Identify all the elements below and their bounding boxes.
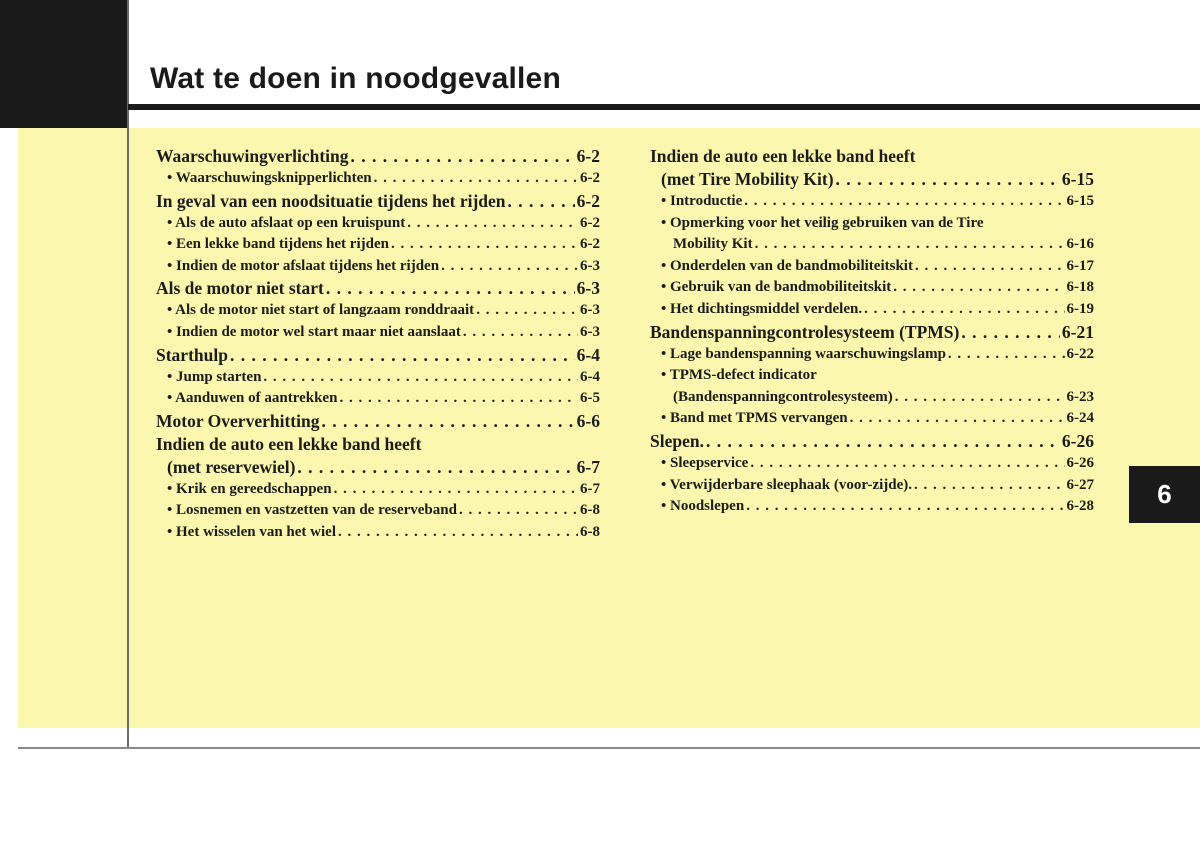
toc-entry[interactable] <box>650 453 1094 475</box>
toc-entry[interactable] <box>650 213 1094 235</box>
dot-leader <box>914 475 1064 497</box>
toc-entry[interactable] <box>650 234 1094 256</box>
toc-entry-page: 6-7 <box>580 480 600 497</box>
toc-right-column <box>650 145 1094 518</box>
toc-entry-title: Waarschuwingverlichting <box>156 146 349 166</box>
dot-leader <box>755 234 1065 256</box>
toc-entry-title: • Indien de motor wel start maar niet aanslaat <box>167 323 461 340</box>
toc-entry-title: • Opmerking voor het veilig gebruiken van de Tire <box>661 214 984 231</box>
dot-leader <box>230 344 575 367</box>
dot-leader <box>961 321 1060 344</box>
title-rule <box>128 104 1200 110</box>
toc-entry[interactable] <box>156 234 600 256</box>
dot-leader <box>750 453 1064 475</box>
toc-entry-title: Indien de auto een lekke band heeft <box>156 433 422 454</box>
toc-entry-title: • Gebruik van de bandmobiliteitskit <box>661 279 892 296</box>
toc-entry-title: • Introductie <box>661 193 743 209</box>
toc-entry[interactable] <box>650 387 1094 409</box>
dot-leader <box>915 256 1065 278</box>
dot-leader <box>836 168 1060 191</box>
toc-entry-page: 6-2 <box>580 170 600 186</box>
dot-leader <box>391 234 578 256</box>
toc-entry-page: 6-15 <box>1061 169 1094 189</box>
toc-entry[interactable] <box>650 475 1094 497</box>
toc-entry-title: • Lage bandenspanning waarschuwingslamp <box>661 345 946 362</box>
toc-entry[interactable] <box>650 365 1094 387</box>
toc-entry-title: • Krik en gereedschappen <box>167 480 332 497</box>
toc-entry-title: In geval van een noodsituatie tijdens het rijden <box>156 190 506 211</box>
dot-leader <box>459 500 578 522</box>
toc-entry-title: Slepen. <box>650 430 704 451</box>
toc-entry-title: • Waarschuwingsknipperlichten <box>167 170 372 186</box>
toc-entry-title: Mobility Kit <box>673 236 753 253</box>
dot-leader <box>746 496 1064 518</box>
toc-entry-title: • Verwijderbare sleephaak (voor-zijde). <box>661 476 913 493</box>
toc-entry-title: • Het dichtingsmiddel verdelen. <box>661 300 863 317</box>
toc-entry-title: • Als de auto afslaat op een kruispunt <box>167 214 406 231</box>
toc-entry-title: • Band met TPMS vervangen <box>661 410 848 427</box>
toc-entry-page: 6-6 <box>576 410 600 431</box>
toc-entry-page: 6-3 <box>580 257 600 274</box>
toc-entry-page: 6-19 <box>1066 300 1094 317</box>
toc-left-column <box>156 145 600 544</box>
toc-entry-title: • Jump starten <box>167 368 262 385</box>
toc-entry-title: • Als de motor niet start of langzaam ronddraait <box>167 302 475 319</box>
dot-leader <box>297 456 574 479</box>
toc-entry-page: 6-26 <box>1066 454 1094 471</box>
toc-entry-title: • Het wisselen van het wiel <box>167 523 336 540</box>
toc-entry-page: 6-5 <box>580 390 600 407</box>
toc-entry-title: • Indien de motor afslaat tijdens het rijden <box>167 257 440 274</box>
toc-entry-title: • Noodslepen <box>661 498 745 515</box>
dot-leader <box>326 277 575 300</box>
toc-entry-title: • Aanduwen of aantrekken <box>167 390 338 407</box>
toc-entry-title: • Sleepservice <box>661 454 749 471</box>
toc-entry-title: Indien de auto een lekke band heeft <box>650 146 916 166</box>
dot-leader <box>374 168 578 190</box>
dot-leader <box>706 430 1060 453</box>
toc-entry[interactable] <box>650 168 1094 191</box>
toc-entry[interactable] <box>650 408 1094 430</box>
toc-entry[interactable] <box>156 433 600 456</box>
toc-entry[interactable] <box>650 277 1094 299</box>
corner-block <box>0 0 128 128</box>
dot-leader <box>864 299 1064 321</box>
toc-entry-page: 6-18 <box>1066 279 1094 296</box>
toc-entry-page: 6-21 <box>1061 321 1094 342</box>
toc-entry[interactable] <box>650 430 1094 453</box>
toc-entry-title: (met Tire Mobility Kit) <box>661 169 834 189</box>
dot-leader <box>508 190 575 213</box>
toc-entry[interactable] <box>156 277 600 300</box>
toc-entry[interactable] <box>650 344 1094 366</box>
toc-entry-page: 6-24 <box>1066 410 1094 427</box>
page-title: Wat te doen in noodgevallen <box>150 62 561 95</box>
toc-entry-title: • Een lekke band tijdens het rijden <box>167 236 389 253</box>
dot-leader <box>850 408 1065 430</box>
dot-leader <box>339 388 578 410</box>
toc-entry[interactable] <box>156 168 600 190</box>
toc-entry[interactable] <box>650 256 1094 278</box>
toc-entry-page: 6-27 <box>1066 476 1094 493</box>
toc-entry-page: 6-2 <box>576 190 600 211</box>
toc-entry[interactable] <box>156 456 600 479</box>
toc-entry-page: 6-2 <box>580 236 600 253</box>
toc-entry-page: 6-2 <box>576 146 600 166</box>
dot-leader <box>407 213 578 235</box>
toc-entry[interactable] <box>156 388 600 410</box>
toc-entry-page: 6-3 <box>576 278 600 299</box>
toc-entry[interactable] <box>156 500 600 522</box>
toc-entry-page: 6-16 <box>1066 236 1094 253</box>
dot-leader <box>463 322 578 344</box>
chapter-tab[interactable] <box>1129 466 1200 523</box>
toc-entry[interactable] <box>156 145 600 168</box>
dot-leader <box>476 300 578 322</box>
dot-leader <box>338 522 578 544</box>
toc-entry-page: 6-8 <box>580 502 600 519</box>
toc-entry[interactable] <box>156 256 600 278</box>
dot-leader <box>948 344 1065 366</box>
toc-entry-page: 6-17 <box>1066 257 1094 274</box>
toc-entry-page: 6-3 <box>580 302 600 319</box>
toc-entry-title: • Onderdelen van de bandmobiliteitskit <box>661 257 913 274</box>
toc-entry-title: • Losnemen en vastzetten van de reserveband <box>167 502 457 519</box>
toc-entry[interactable] <box>156 410 600 433</box>
toc-entry-page: 6-4 <box>576 344 600 365</box>
toc-entry[interactable] <box>650 145 1094 168</box>
toc-entry[interactable] <box>156 367 600 389</box>
dot-leader <box>744 191 1064 213</box>
toc-entry-page: 6-26 <box>1061 430 1094 451</box>
toc-entry-page: 6-4 <box>580 368 600 385</box>
toc-entry-page: 6-28 <box>1066 498 1094 515</box>
toc-entry[interactable] <box>650 496 1094 518</box>
toc-entry[interactable] <box>156 213 600 235</box>
toc-entry-title: Starthulp <box>156 344 228 365</box>
toc-entry-title: (met reservewiel) <box>167 456 296 477</box>
toc-entry[interactable] <box>156 322 600 344</box>
toc-entry-title: • TPMS-defect indicator <box>661 367 817 384</box>
toc-entry-page: 6-22 <box>1066 345 1094 362</box>
toc-entry[interactable] <box>650 191 1094 213</box>
chapter-number: 6 <box>1157 479 1172 509</box>
toc-entry[interactable] <box>156 300 600 322</box>
toc-entry-page: 6-2 <box>580 214 600 231</box>
toc-entry[interactable] <box>156 344 600 367</box>
toc-entry-page: 6-23 <box>1066 388 1094 405</box>
toc-entry[interactable] <box>650 299 1094 321</box>
toc-entry-title: Motor Oververhitting <box>156 410 320 431</box>
dot-leader <box>263 367 578 389</box>
toc-entry-page: 6-3 <box>580 323 600 340</box>
toc-entry-page: 6-15 <box>1066 193 1094 209</box>
dot-leader <box>895 387 1065 409</box>
toc-entry-title: (Bandenspanningcontrolesysteem) <box>673 388 893 405</box>
toc-entry[interactable] <box>156 190 600 213</box>
toc-entry-page: 6-8 <box>580 523 600 540</box>
dot-leader <box>334 479 578 501</box>
dot-leader <box>441 256 578 278</box>
toc-entry-page: 6-7 <box>576 456 600 477</box>
toc-entry[interactable] <box>650 321 1094 344</box>
toc-entry[interactable] <box>156 522 600 544</box>
dot-leader <box>893 277 1064 299</box>
margin-line <box>127 0 129 749</box>
toc-entry[interactable] <box>156 479 600 501</box>
dot-leader <box>351 145 575 168</box>
toc-entry-title: Als de motor niet start <box>156 278 324 299</box>
bottom-rule <box>18 747 1200 749</box>
toc-entry-title: Bandenspanningcontrolesysteem (TPMS) <box>650 321 960 342</box>
dot-leader <box>321 410 574 433</box>
